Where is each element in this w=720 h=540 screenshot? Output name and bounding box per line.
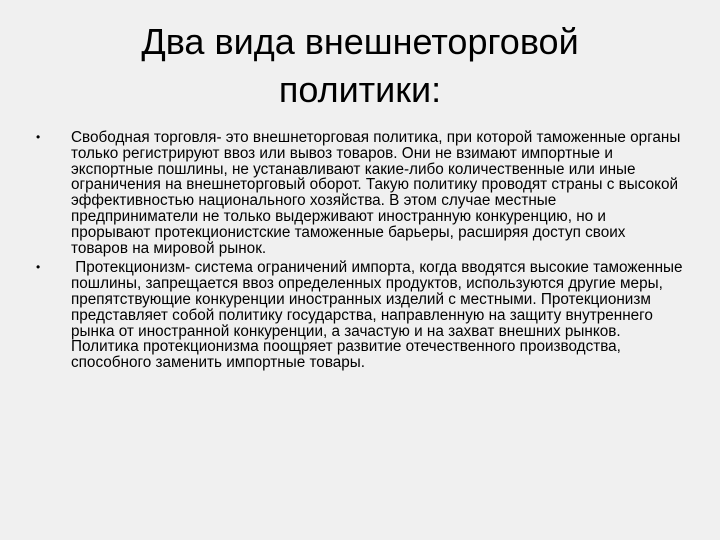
bullet-text-free-trade: Свободная торговля- это внешнеторговая политика, при которой таможенные органы только регистрируют ввоз или вывоз товаров. Они не взимают импортные и экспортные пошлины, не устанавливают какие-либо количественные или иные ограничения на внешнеторговый оборот. Такую политику проводят страны с высокой эффективностью национального хозяйства. В этом случае местные предприниматели не только выдерживают иностранную конкуренцию, но и прорывают протекционистские таможенные барьеры, расширяя доступ своих товаров на мировой рынок. [71,129,681,257]
bullet-item-free-trade [36,130,686,256]
bullet-marker: • [36,260,41,275]
bullet-item-protectionism [36,260,686,371]
bullet-text-protectionism: Протекционизм- система ограничений импорта, когда вводятся высокие таможенные пошлины, запрещается ввоз определенных продуктов, используются другие меры, препятствующие конкуренции иностранных изделий с местными. Протекционизм представляет собой политику государства, направленную на защиту внутреннего рынка от иностранной конкуренции, а зачастую и на захват внешних рынков. Политика протекционизма поощряет развитие отечественного производства, способного заменить импортные товары. [71,259,687,372]
bullet-marker: • [36,130,41,144]
slide-title: Два вида внешнеторговой политики: [141,21,579,110]
bullet-list [36,130,686,375]
